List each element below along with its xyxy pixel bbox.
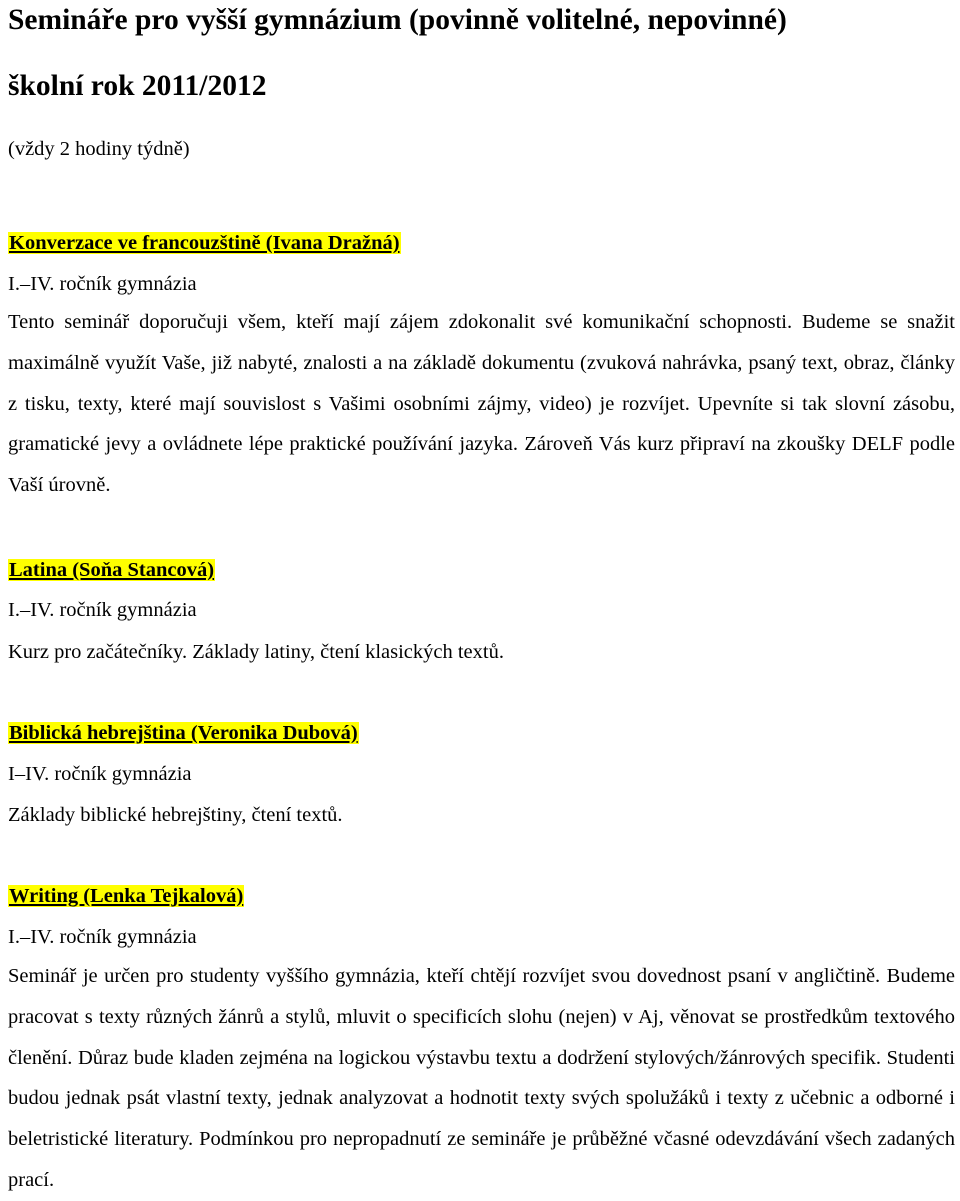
seminar-grade: I–IV. ročník gymnázia bbox=[8, 763, 192, 785]
seminar-grade: I.–IV. ročník gymnázia bbox=[8, 273, 197, 295]
seminar-grade: I.–IV. ročník gymnázia bbox=[8, 926, 197, 948]
seminar-description: Seminář je určen pro studenty vyššího gymnázia, kteří chtějí rozvíjet svou dovednost psaní v angličtině. Budeme pracovat s texty různých žánrů a stylů, mluvit o specificích slohu (nejen) v Aj, věnovat se prostředkům textového členění. Důraz bude kladen zejména na logickou výstavbu textu a dodržení stylových/žánrových specifik. Studenti budou jednak psát vlastní texty, jednak analyzovat a hodnotit texty svých spolužáků i texty z učebnic a odborné i beletristické literatury. Podmínkou pro nepropadnutí ze semináře je průběžné včasné odevzdávání všech zadaných prací. bbox=[8, 965, 955, 1191]
page-subtitle: (vždy 2 hodiny týdně) bbox=[8, 138, 190, 160]
seminar-title: Writing (Lenka Tejkalová) bbox=[9, 885, 244, 907]
seminar-title: Latina (Soňa Stancová) bbox=[9, 559, 215, 581]
seminar-heading-writing bbox=[8, 882, 244, 910]
seminar-grade: I.–IV. ročník gymnázia bbox=[8, 599, 197, 621]
seminar-title: Konverzace ve francouzštině (Ivana Dražná) bbox=[9, 232, 400, 254]
seminar-heading-hebrew bbox=[8, 719, 359, 747]
school-year-title: školní rok 2011/2012 bbox=[8, 70, 267, 102]
seminar-description: Základy biblické hebrejštiny, čtení textů. bbox=[8, 804, 343, 826]
seminar-description: Kurz pro začátečníky. Základy latiny, čtení klasických textů. bbox=[8, 641, 504, 663]
seminar-title: Biblická hebrejština (Veronika Dubová) bbox=[9, 722, 358, 744]
seminar-description: Tento seminář doporučuji všem, kteří mají zájem zdokonalit své komunikační schopnosti. Budeme se snažit maximálně využít Vaše, již nabyté, znalosti a na základě dokumentu (zvuková nahrávka, psaný text, obraz, články z tisku, texty, které mají souvislost s Vašimi osobními zájmy, video) je rozvíjet. Upevníte si tak slovní zásobu, gramatické jevy a ovládnete lépe praktické používání jazyka. Zároveň Vás kurz připraví na zkoušky DELF podle Vaší úrovně. bbox=[8, 311, 955, 497]
page-title: Semináře pro vyšší gymnázium (povinně volitelné, nepovinné) bbox=[8, 4, 787, 36]
seminar-heading-latin bbox=[8, 556, 215, 584]
seminar-heading-french bbox=[8, 229, 401, 257]
